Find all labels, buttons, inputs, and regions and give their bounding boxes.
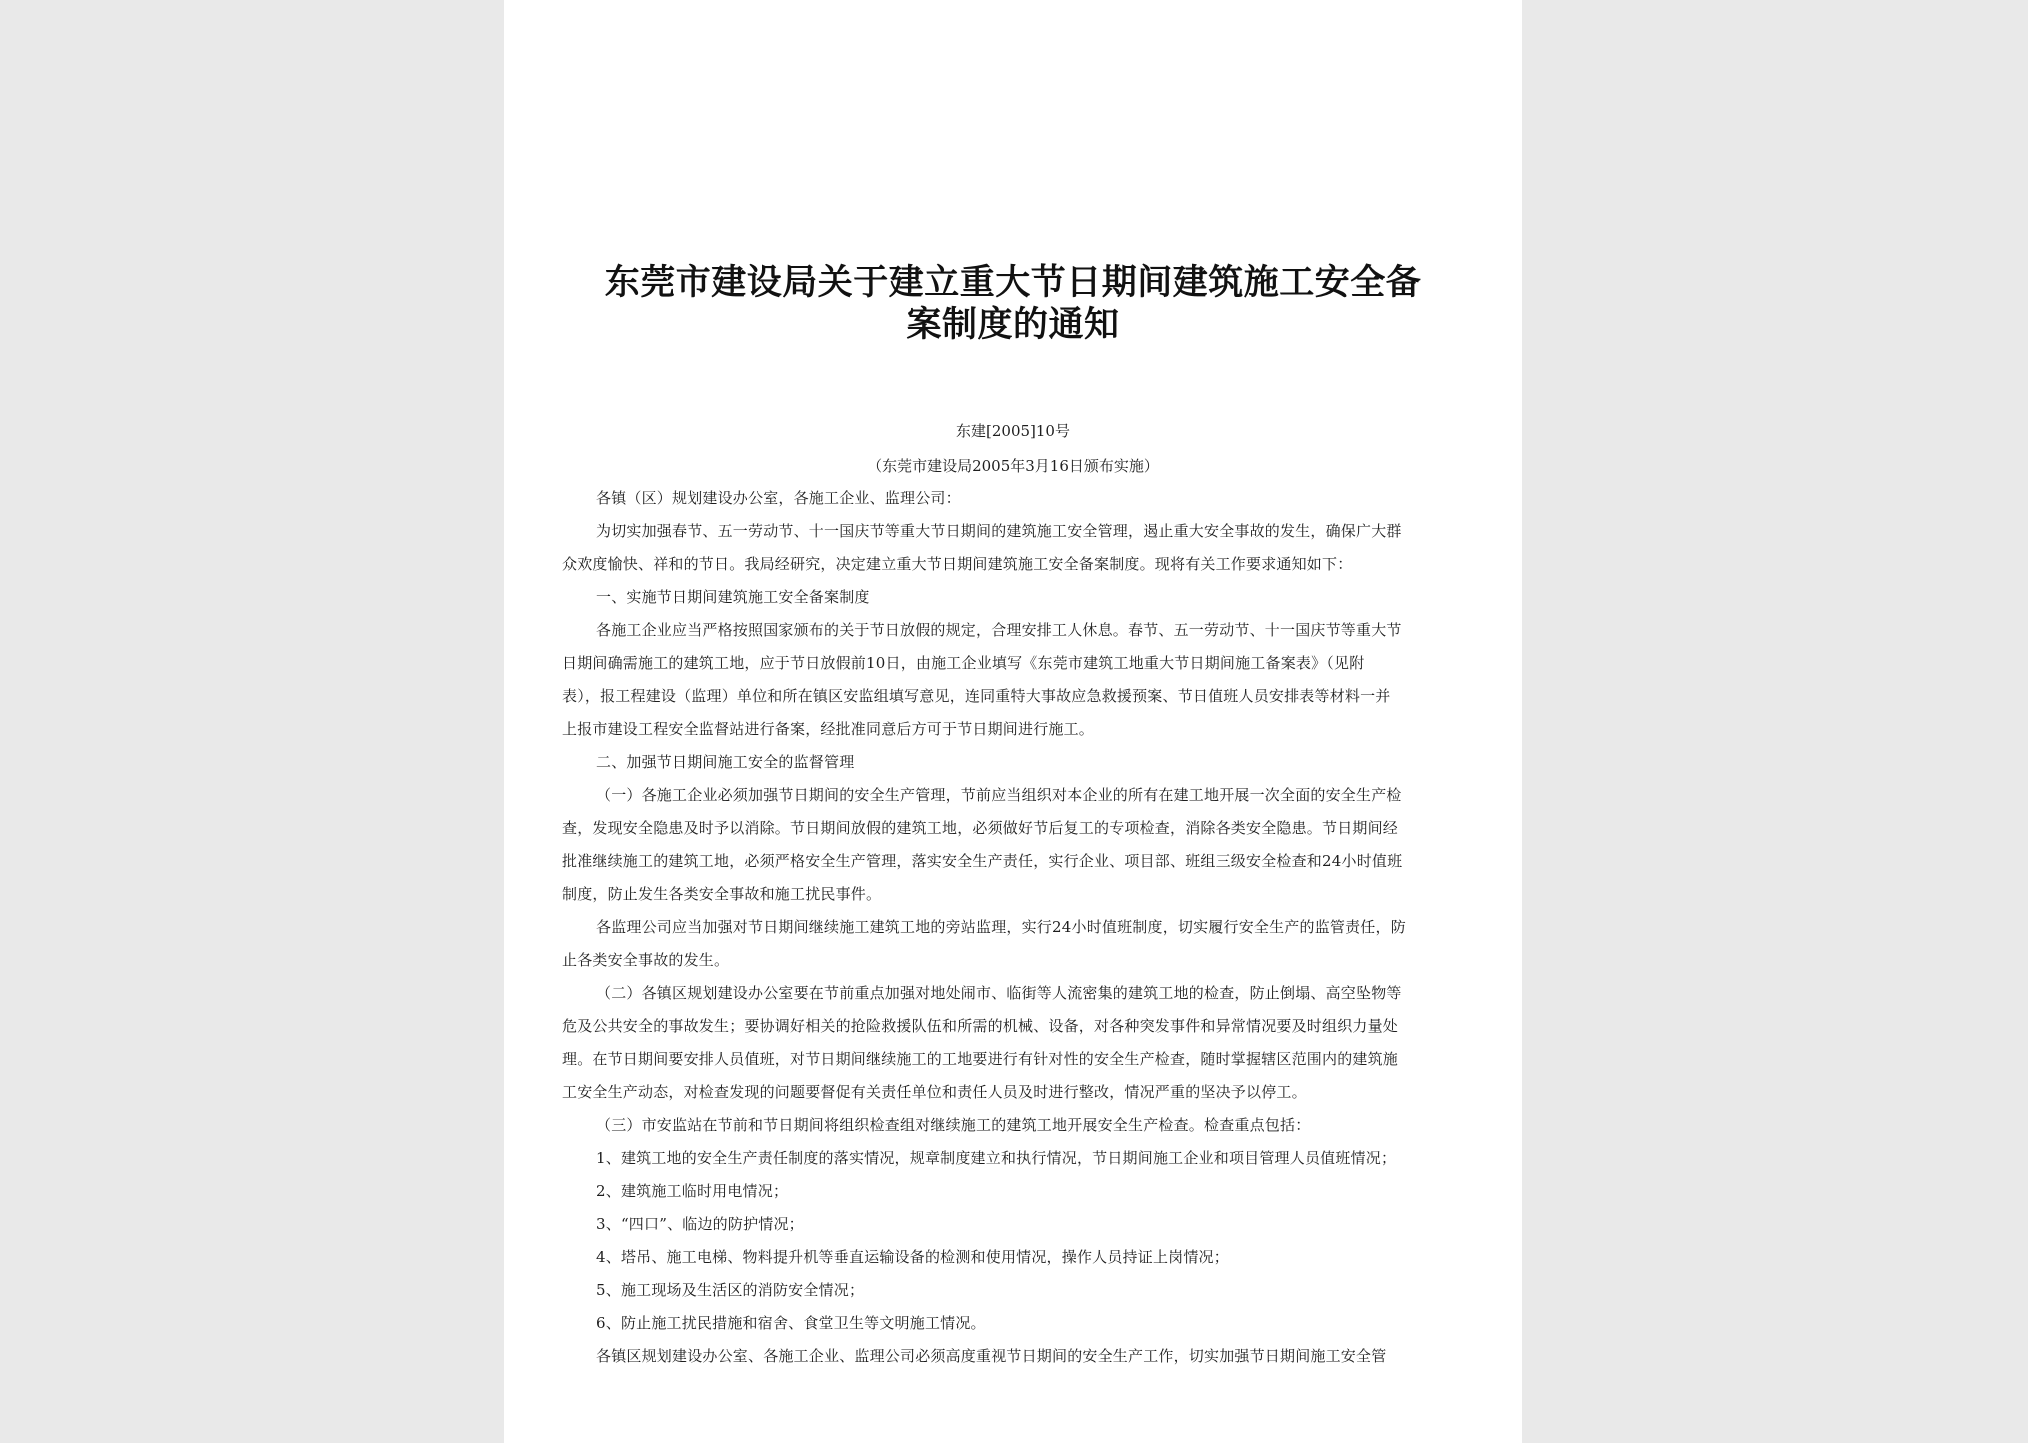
body-line: 各监理公司应当加强对节日期间继续施工建筑工地的旁站监理，实行24小时值班制度，切实履行安全生产的监管责任，防: [596, 918, 1406, 936]
body-line: 危及公共安全的事故发生；要协调好相关的抢险救援队伍和所需的机械、设备，对各种突发事件和异常情况要及时组织力量处: [562, 1017, 1399, 1035]
body-line: 制度，防止发生各类安全事故和施工扰民事件。: [562, 885, 882, 903]
body-line: 表），报工程建设（监理）单位和所在镇区安监组填写意见，连同重特大事故应急救援预案、节日值班人员安排表等材料一并: [562, 687, 1391, 705]
document-body: [562, 482, 1492, 1373]
body-line: 为切实加强春节、五一劳动节、十一国庆节等重大节日期间的建筑施工安全管理，遏止重大安全事故的发生，确保广大群: [596, 522, 1402, 540]
body-line: （三）市安监站在节前和节日期间将组织检查组对继续施工的建筑工地开展安全生产检查。检查重点包括：: [596, 1116, 1311, 1134]
body-line: 一、实施节日期间建筑施工安全备案制度: [596, 588, 870, 606]
body-line: 2、建筑施工临时用电情况；: [596, 1182, 789, 1200]
body-line: 6、防止施工扰民措施和宿舍、食堂卫生等文明施工情况。: [596, 1314, 986, 1332]
body-line: 各施工企业应当严格按照国家颁布的关于节日放假的规定，合理安排工人休息。春节、五一劳动节、十一国庆节等重大节: [596, 621, 1402, 639]
body-line: 止各类安全事故的发生。: [562, 951, 730, 969]
title-line-1: 东莞市建设局关于建立重大节日期间建筑施工安全备: [604, 263, 1422, 303]
body-line: （二）各镇区规划建设办公室要在节前重点加强对地处闹市、临街等人流密集的建筑工地的检查，防止倒塌、高空坠物等: [596, 984, 1402, 1002]
issue-note: （东莞市建设局2005年3月16日颁布实施）: [867, 457, 1159, 475]
body-line: 日期间确需施工的建筑工地，应于节日放假前10日，由施工企业填写《东莞市建筑工地重大节日期间施工备案表》（见附: [562, 654, 1365, 672]
body-line: 二、加强节日期间施工安全的监督管理: [596, 753, 855, 771]
document-number: 东建[2005]10号: [956, 422, 1070, 440]
body-line: 3、“四口”、临边的防护情况；: [596, 1215, 804, 1233]
body-line: 查，发现安全隐患及时予以消除。节日期间放假的建筑工地，必须做好节后复工的专项检查，消除各类安全隐患。节日期间经: [562, 819, 1399, 837]
body-line: 5、施工现场及生活区的消防安全情况；: [596, 1281, 865, 1299]
body-line: 各镇区规划建设办公室、各施工企业、监理公司必须高度重视节日期间的安全生产工作，切实加强节日期间施工安全管: [596, 1347, 1387, 1365]
document-page: [504, 0, 1522, 1443]
body-line: 1、建筑工地的安全生产责任制度的落实情况，规章制度建立和执行情况，节日期间施工企业和项目管理人员值班情况；: [596, 1149, 1397, 1167]
body-line: 工安全生产动态，对检查发现的问题要督促有关责任单位和责任人员及时进行整改，情况严重的坚决予以停工。: [562, 1083, 1307, 1101]
body-line: 上报市建设工程安全监督站进行备案，经批准同意后方可于节日期间进行施工。: [562, 720, 1095, 738]
body-line: 批准继续施工的建筑工地，必须严格安全生产管理，落实安全生产责任，实行企业、项目部、班组三级安全检查和24小时值班: [562, 852, 1403, 870]
document-title: [574, 262, 1452, 346]
body-line: 理。在节日期间要安排人员值班，对节日期间继续施工的工地要进行有针对性的安全生产检查，随时掌握辖区范围内的建筑施: [562, 1050, 1399, 1068]
body-line: 各镇（区）规划建设办公室，各施工企业、监理公司：: [596, 489, 961, 507]
title-line-2: 案制度的通知: [906, 305, 1120, 345]
body-line: （一）各施工企业必须加强节日期间的安全生产管理，节前应当组织对本企业的所有在建工地开展一次全面的安全生产检: [596, 786, 1402, 804]
body-line: 众欢度愉快、祥和的节日。我局经研究，决定建立重大节日期间建筑施工安全备案制度。现将有关工作要求通知如下：: [562, 555, 1353, 573]
body-line: 4、塔吊、施工电梯、物料提升机等垂直运输设备的检测和使用情况，操作人员持证上岗情况；: [596, 1248, 1229, 1266]
